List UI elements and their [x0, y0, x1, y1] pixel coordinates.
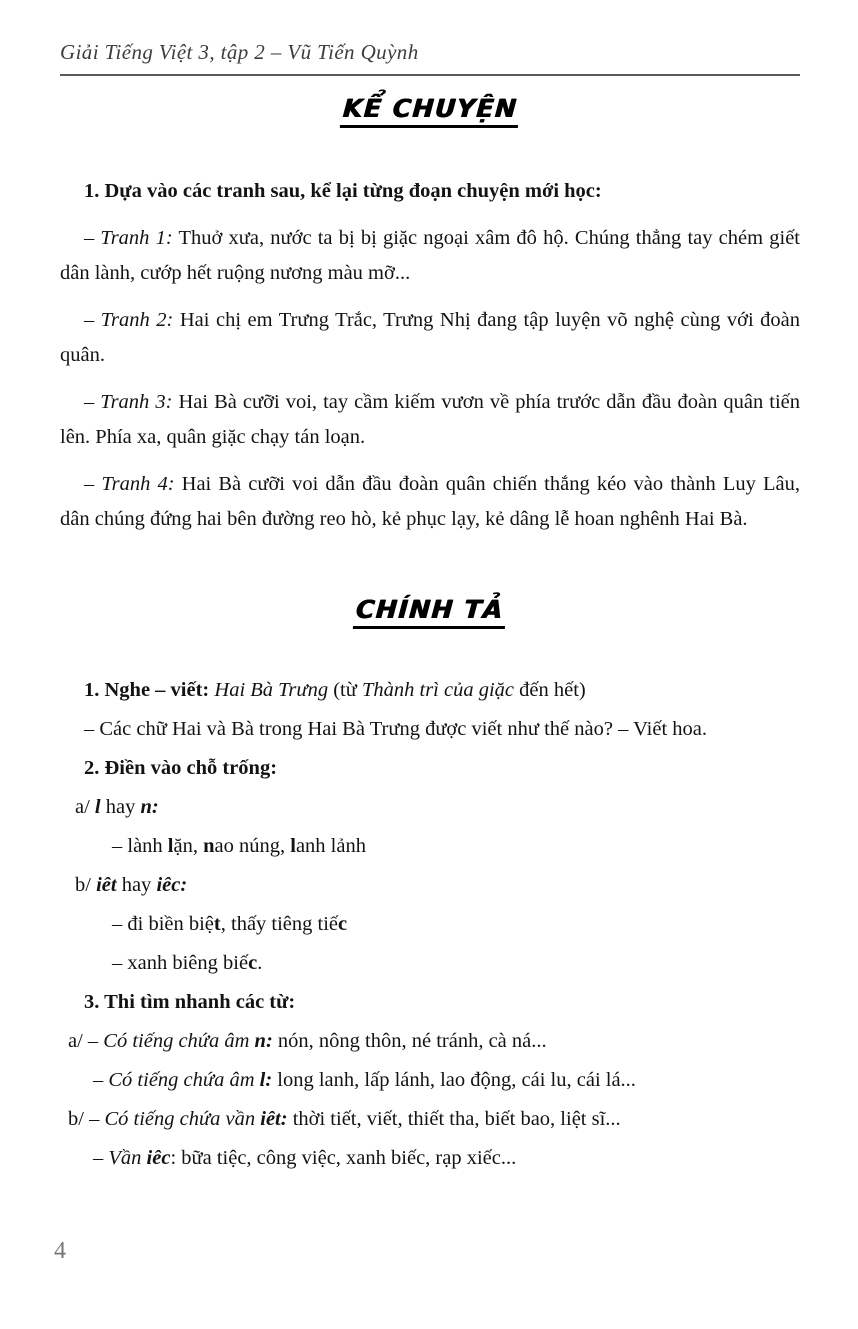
text-run: n — [203, 835, 215, 857]
running-header: Giải Tiếng Việt 3, tập 2 – Vũ Tiến Quỳnh — [60, 40, 800, 76]
paragraph — [60, 790, 800, 824]
paragraph — [60, 221, 800, 291]
section — [60, 94, 800, 537]
text-run: 1. Dựa vào các tranh sau, kể lại từng đoạn chuyện mới học: — [84, 180, 602, 202]
paragraph — [60, 467, 800, 537]
text-run: Vần — [108, 1147, 147, 1169]
text-run: – lành — [112, 835, 168, 857]
text-run: – — [84, 309, 101, 331]
text-run: ao núng, — [214, 835, 291, 857]
text-run: Hai Bà cưỡi voi, tay cầm kiếm vươn về phía trước dẫn đầu đoàn quân tiến lên. Phía xa, quân giặc chạy tán loạn. — [60, 391, 801, 448]
text-run: Có tiếng chứa vần — [104, 1108, 261, 1130]
text-run: đến hết) — [514, 679, 586, 701]
text-run: iêc — [146, 1147, 171, 1169]
text-run: – đi biền biệ — [112, 913, 214, 935]
section-title — [60, 595, 800, 629]
text-run: n: — [254, 1030, 273, 1052]
paragraph — [60, 751, 800, 785]
text-run: iêc: — [156, 874, 188, 896]
text-run: – — [84, 473, 102, 495]
text-run: a/ – — [68, 1030, 104, 1052]
text-run: Tranh 4: — [101, 473, 175, 495]
text-run: – — [84, 227, 101, 249]
paragraph — [60, 303, 800, 373]
section-title — [60, 94, 800, 128]
text-run: c — [248, 952, 258, 974]
text-run: : bữa tiệc, công việc, xanh biếc, rạp xiếc... — [170, 1147, 517, 1169]
text-run: (từ — [333, 679, 362, 701]
section-title-text: CHÍNH TẢ — [353, 595, 507, 629]
paragraph — [60, 174, 800, 209]
paragraph — [60, 868, 800, 902]
text-run: 1. Nghe – viết: — [84, 679, 215, 701]
text-run: t — [213, 913, 221, 935]
text-run: b/ – — [68, 1108, 105, 1130]
section — [60, 595, 800, 1175]
text-run: anh lảnh — [295, 835, 366, 857]
paragraph — [60, 1102, 800, 1136]
text-run: . — [257, 952, 263, 974]
text-run: – — [93, 1069, 109, 1091]
text-run: b/ — [75, 874, 97, 896]
text-run: Có tiếng chứa âm — [103, 1030, 255, 1052]
text-run: 3. Thi tìm nhanh các từ: — [84, 991, 296, 1013]
text-run: 2. Điền vào chỗ trống: — [84, 757, 278, 779]
text-run: Tranh 1: — [100, 227, 173, 249]
text-run: a/ — [75, 796, 95, 818]
text-run: Hai Bà cưỡi voi dẫn đầu đoàn quân chiến thắng kéo vào thành Luy Lâu, dân chúng đứng hai bên đường reo hò, kẻ phục lạy, kẻ dâng lễ hoan nghênh Hai Bà. — [60, 473, 801, 530]
text-run: hay — [116, 874, 157, 896]
text-run: long lanh, lấp lánh, lao động, cái lu, cái lá... — [272, 1069, 636, 1091]
paragraph — [112, 907, 800, 941]
text-run: – — [84, 391, 101, 413]
text-run: l — [167, 835, 174, 857]
paragraph — [93, 1063, 800, 1097]
text-run: iêt — [96, 874, 117, 896]
text-run: Tranh 2: — [100, 309, 174, 331]
text-run: n: — [140, 796, 159, 818]
text-run: hay — [100, 796, 141, 818]
text-run: l: — [259, 1069, 273, 1091]
text-run: Hai Bà Trưng — [214, 679, 334, 701]
paragraph — [60, 385, 800, 455]
section-title-text: KỂ CHUYỆN — [340, 94, 521, 128]
text-run: l — [94, 796, 101, 818]
text-run: – Các chữ Hai và Bà trong Hai Bà Trưng được viết như thế nào? – Viết hoa. — [84, 718, 707, 740]
text-run: Có tiếng chứa âm — [108, 1069, 260, 1091]
paragraph — [60, 1024, 800, 1058]
paragraph — [60, 673, 800, 707]
paragraph — [112, 829, 800, 863]
text-run: l — [290, 835, 296, 857]
text-run: – — [93, 1147, 109, 1169]
text-run: ặn, — [173, 835, 204, 857]
text-run: Tranh 3: — [100, 391, 173, 413]
text-run: iêt: — [260, 1108, 288, 1130]
paragraph — [93, 1141, 800, 1175]
text-run: Thuở xưa, nước ta bị bị giặc ngoại xâm đô hộ. Chúng thẳng tay chém giết dân lành, cướp hết ruộng nương màu mỡ... — [60, 227, 800, 284]
text-run: Hai chị em Trưng Trắc, Trưng Nhị đang tập luyện võ nghệ cùng với đoàn quân. — [60, 309, 801, 366]
page-number: 4 — [54, 1238, 66, 1264]
text-run: – xanh biêng biế — [112, 952, 249, 974]
paragraph — [60, 985, 800, 1019]
paragraph — [60, 712, 800, 746]
text-run: thời tiết, viết, thiết tha, biết bao, liệt sĩ... — [287, 1108, 621, 1130]
text-run: , thấy tiêng tiế — [220, 913, 339, 935]
text-run: nón, nông thôn, né tránh, cà ná... — [272, 1030, 547, 1052]
document-body — [60, 94, 800, 1175]
text-run: c — [338, 913, 348, 935]
text-run: Thành trì của giặc — [361, 679, 515, 701]
paragraph — [112, 946, 800, 980]
